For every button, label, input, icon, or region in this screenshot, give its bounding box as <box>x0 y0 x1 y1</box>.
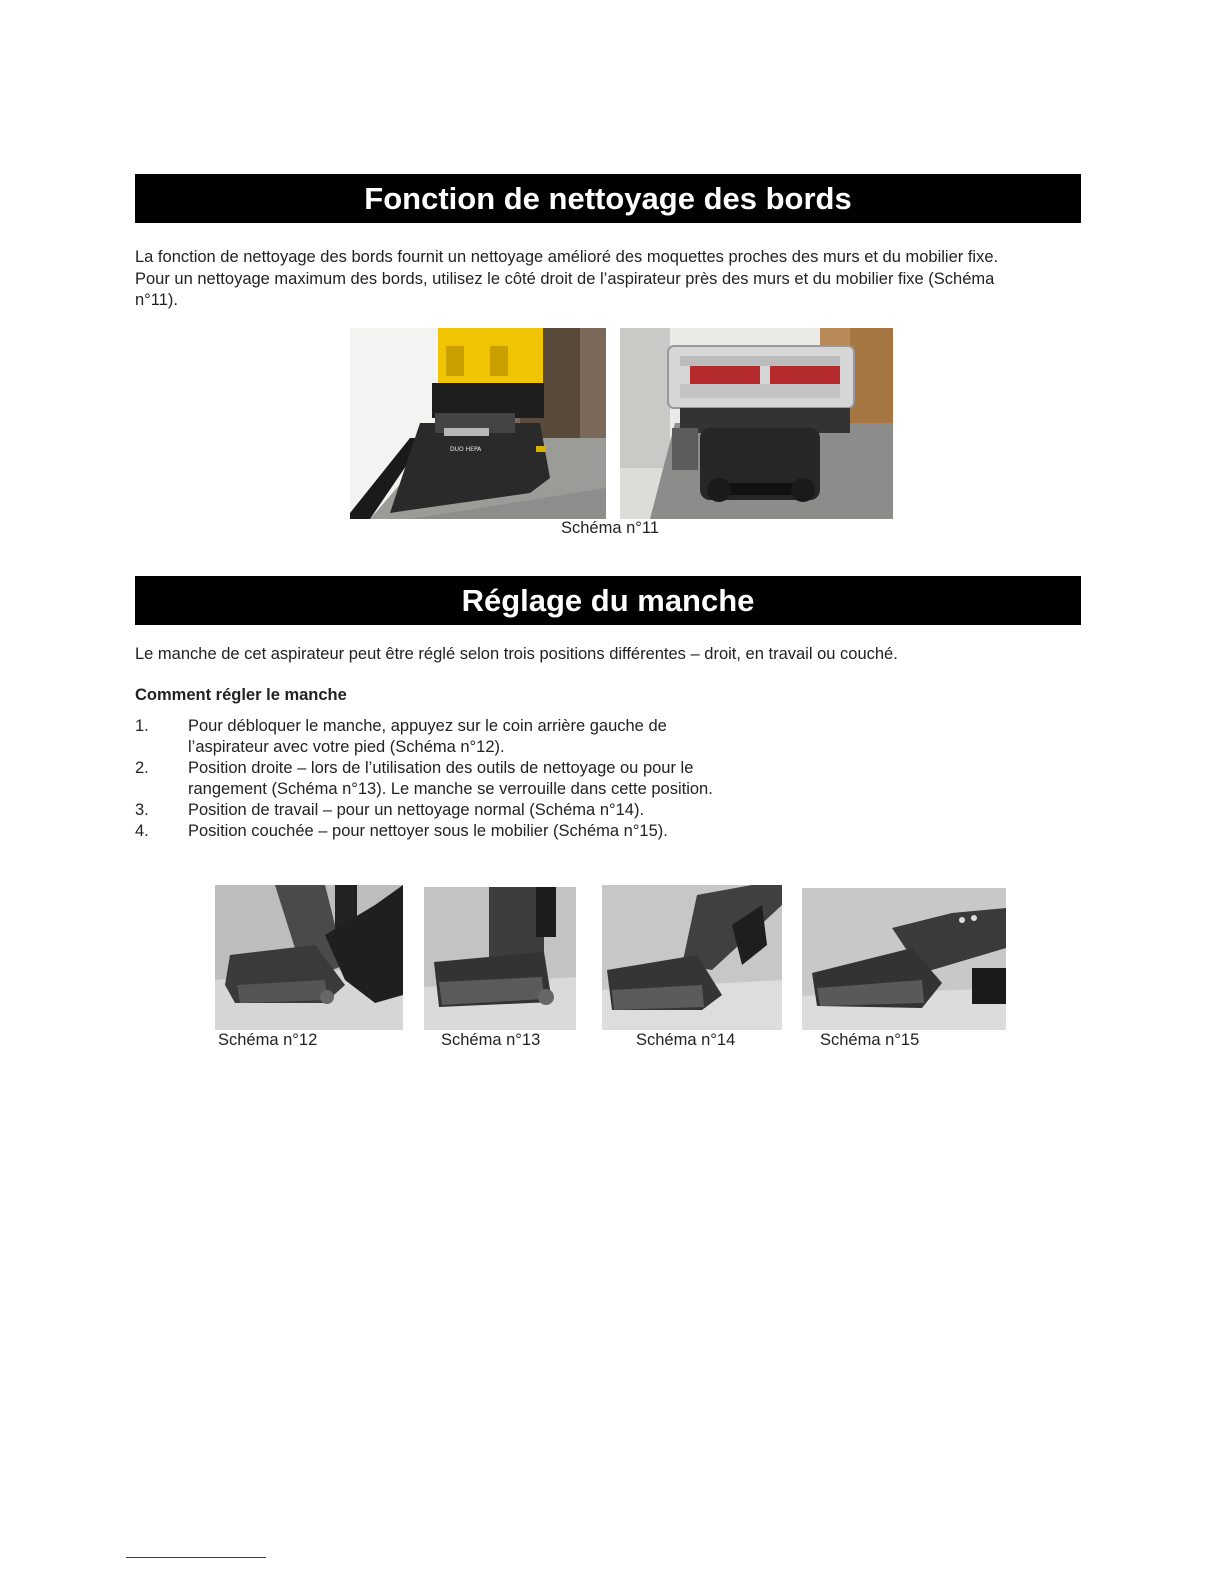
edge-cleaning-paragraph <box>135 247 1095 312</box>
figure-11-photo-left <box>350 328 606 519</box>
paragraph-line: La fonction de nettoyage des bords fournit un nettoyage amélioré des moquettes proches des murs et du mobilier fixe. <box>135 248 999 266</box>
figure-13-caption: Schéma n°13 <box>441 1031 541 1049</box>
list-item <box>135 821 835 842</box>
figure-11-caption: Schéma n°11 <box>561 519 660 537</box>
figure-12-caption: Schéma n°12 <box>218 1031 318 1049</box>
footnote-divider <box>126 1557 266 1558</box>
figure-14-caption: Schéma n°14 <box>636 1031 736 1049</box>
list-item <box>135 800 835 821</box>
list-item-text: Pour débloquer le manche, appuyez sur le coin arrière gauche de <box>188 717 667 735</box>
figure-15-caption: Schéma n°15 <box>820 1031 920 1049</box>
figure-14-photo <box>602 885 782 1030</box>
list-item-text: Position droite – lors de l’utilisation des outils de nettoyage ou pour le <box>188 759 694 777</box>
list-item-number: 4. <box>135 822 149 840</box>
list-item-text: rangement (Schéma n°13). Le manche se verrouille dans cette position. <box>188 780 713 798</box>
section-title-handle-adjustment: Réglage du manche <box>135 576 1081 625</box>
handle-adjustment-intro: Le manche de cet aspirateur peut être réglé selon trois positions différentes – droit, en travail ou couché. <box>135 645 898 663</box>
figure-13-photo <box>424 887 576 1030</box>
figure-15-photo <box>802 888 1006 1030</box>
list-item <box>135 716 835 758</box>
subheading-how-to-adjust: Comment régler le manche <box>135 686 347 704</box>
figure-11-photo-right <box>620 328 893 519</box>
list-item-number: 2. <box>135 759 149 777</box>
duo-hepa-label: DUO HEPA <box>450 446 482 453</box>
list-item-text: Position de travail – pour un nettoyage normal (Schéma n°14). <box>188 801 645 819</box>
figure-12-photo <box>215 885 403 1030</box>
list-item-number: 3. <box>135 801 149 819</box>
paragraph-line: n°11). <box>135 291 178 309</box>
list-item <box>135 758 835 800</box>
list-item-number: 1. <box>135 717 149 735</box>
paragraph-line: Pour un nettoyage maximum des bords, utilisez le côté droit de l’aspirateur près des murs et du mobilier fixe (Schéma <box>135 269 995 288</box>
list-item-text: l’aspirateur avec votre pied (Schéma n°12). <box>188 738 505 756</box>
list-item-text: Position couchée – pour nettoyer sous le mobilier (Schéma n°15). <box>188 822 668 840</box>
section-title-edge-cleaning: Fonction de nettoyage des bords <box>135 174 1081 223</box>
